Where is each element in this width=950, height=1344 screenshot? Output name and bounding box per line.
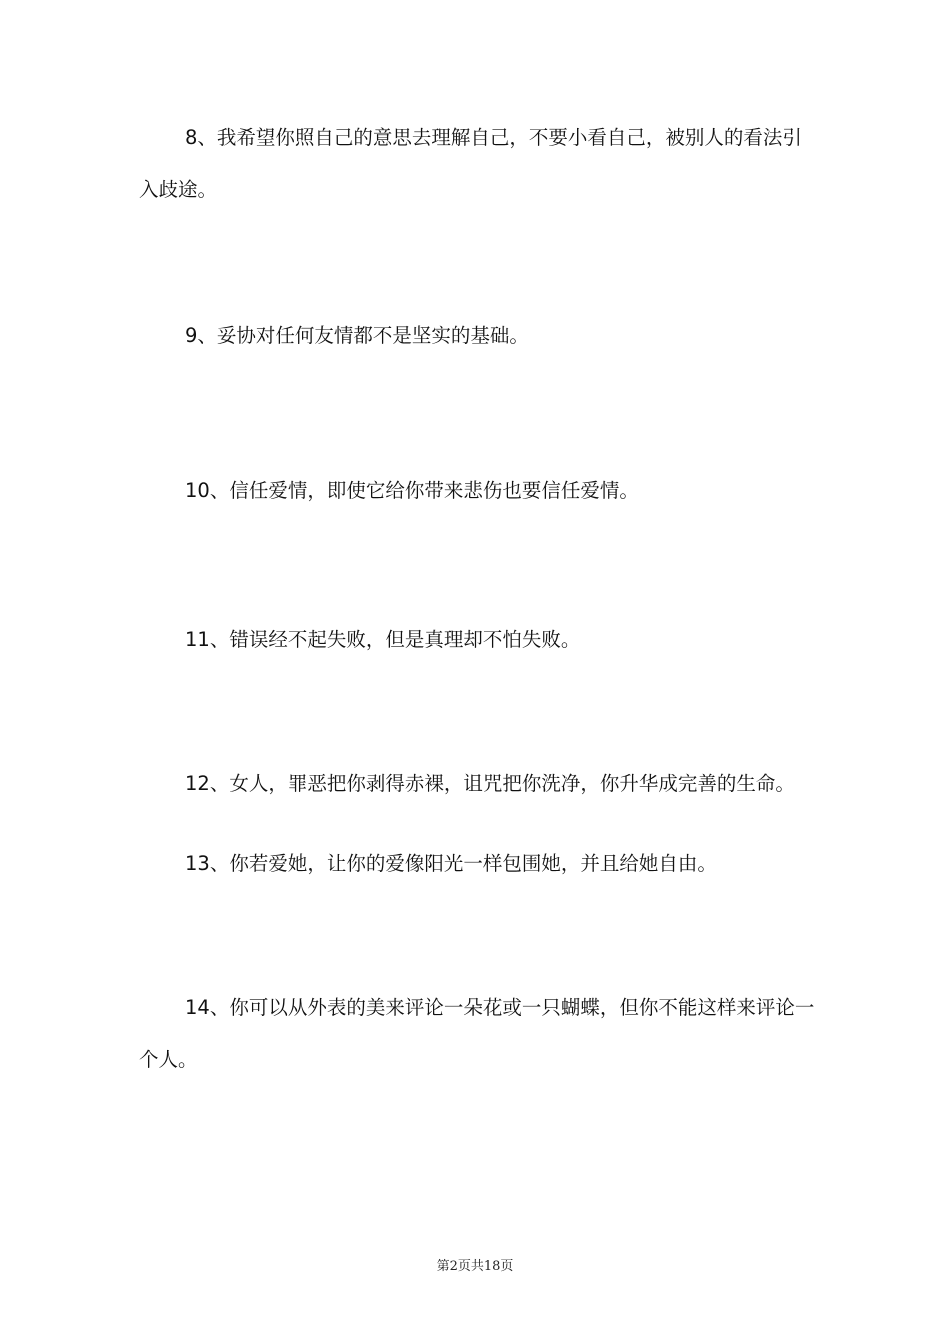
page-number-footer: 第2页共18页: [436, 1259, 514, 1274]
quote-paragraph-12: 12、女人，罪恶把你剥得赤裸，诅咒把你洗净，你升华成完善的生命。: [185, 772, 795, 795]
quote-paragraph-8: 8、我希望你照自己的意思去理解自己，不要小看自己，被别人的看法引入歧途。: [139, 126, 802, 201]
quote-paragraph-11: 11、错误经不起失败，但是真理却不怕失败。: [185, 628, 581, 651]
quote-paragraph-14: 14、你可以从外表的美来评论一朵花或一只蝴蝶，但你不能这样来评论一个人。: [139, 996, 815, 1071]
quote-paragraph-13: 13、你若爱她，让你的爱像阳光一样包围她，并且给她自由。: [185, 852, 717, 875]
quote-paragraph-10: 10、信任爱情，即使它给你带来悲伤也要信任爱情。: [185, 479, 639, 502]
quote-paragraph-9: 9、妥协对任何友情都不是坚实的基础。: [185, 324, 529, 347]
